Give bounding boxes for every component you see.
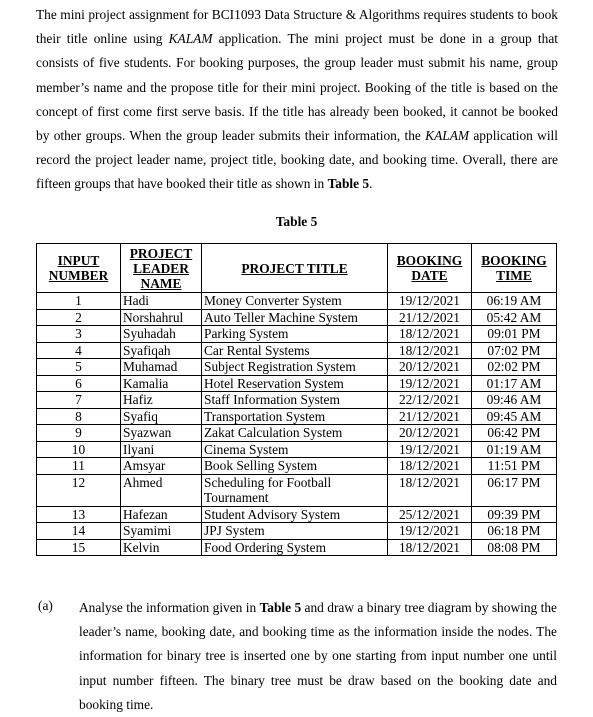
- cell-booking-time: 06:17 PM: [472, 474, 557, 506]
- cell-project-title: Scheduling for Football Tournament: [202, 474, 388, 506]
- cell-booking-date: 18/12/2021: [388, 539, 472, 556]
- cell-booking-date: 22/12/2021: [388, 392, 472, 409]
- cell-input-number: 1: [37, 293, 121, 310]
- cell-booking-time: 06:42 PM: [472, 425, 557, 442]
- cell-booking-date: 20/12/2021: [388, 359, 472, 376]
- cell-booking-time: 11:51 PM: [472, 458, 557, 475]
- question-table-reference: Table 5: [259, 600, 302, 615]
- cell-leader-name: Syafiq: [121, 408, 202, 425]
- table-row: [37, 458, 557, 475]
- table-row: [37, 392, 557, 409]
- cell-project-title: Student Advisory System: [202, 506, 388, 523]
- header-booking-time: BOOKING TIME: [472, 244, 557, 293]
- header-project-title: PROJECT TITLE: [202, 244, 388, 293]
- cell-booking-time: 06:19 AM: [472, 293, 557, 310]
- table-header-row: [37, 244, 557, 293]
- cell-project-title: Transportation System: [202, 408, 388, 425]
- cell-project-title: Parking System: [202, 326, 388, 343]
- app-name-kalam: KALAM: [425, 128, 470, 144]
- cell-booking-date: 18/12/2021: [388, 458, 472, 475]
- cell-input-number: 7: [37, 392, 121, 409]
- cell-booking-time: 02:02 PM: [472, 359, 557, 376]
- cell-project-title: Hotel Reservation System: [202, 375, 388, 392]
- cell-leader-name: Kelvin: [121, 539, 202, 556]
- intro-text-4: .: [369, 176, 373, 192]
- cell-leader-name: Ilyani: [121, 441, 202, 458]
- header-project-leader-name: PROJECT LEADER NAME: [121, 244, 202, 293]
- app-name-kalam: KALAM: [168, 31, 213, 47]
- cell-input-number: 14: [37, 523, 121, 540]
- cell-booking-time: 05:42 AM: [472, 309, 557, 326]
- cell-booking-date: 21/12/2021: [388, 408, 472, 425]
- cell-input-number: 3: [37, 326, 121, 343]
- intro-text-3: application will record the project leader name, project title, booking date, and booking time. Overall, there are fifteen groups that have booked their title as shown in: [36, 128, 558, 192]
- cell-booking-time: 01:19 AM: [472, 441, 557, 458]
- cell-booking-date: 20/12/2021: [388, 425, 472, 442]
- table-row: [37, 342, 557, 359]
- cell-leader-name: Kamalia: [121, 375, 202, 392]
- cell-booking-date: 21/12/2021: [388, 309, 472, 326]
- question-text: [79, 596, 557, 717]
- cell-project-title: Food Ordering System: [202, 539, 388, 556]
- cell-project-title: Subject Registration System: [202, 359, 388, 376]
- cell-booking-date: 19/12/2021: [388, 293, 472, 310]
- cell-booking-time: 09:01 PM: [472, 326, 557, 343]
- intro-text-2: application. The mini project must be done in a group that consists of five students. For booking purposes, the group leader must submit his name, group member’s name and the propose title for their mini project. Booking of the title is based on the concept of first come first serve basis. If the title has already been booked, it cannot be booked by other groups. When the group leader submits their information, the: [36, 31, 558, 144]
- cell-input-number: 15: [37, 539, 121, 556]
- cell-input-number: 6: [37, 375, 121, 392]
- table-body: [37, 293, 557, 556]
- cell-leader-name: Hafiz: [121, 392, 202, 409]
- table-row: [37, 359, 557, 376]
- table-reference: Table 5: [327, 176, 370, 192]
- cell-booking-date: 19/12/2021: [388, 441, 472, 458]
- cell-booking-time: 06:18 PM: [472, 523, 557, 540]
- cell-input-number: 8: [37, 408, 121, 425]
- cell-leader-name: Amsyar: [121, 458, 202, 475]
- table-row: [37, 408, 557, 425]
- table-row: [37, 506, 557, 523]
- cell-input-number: 9: [37, 425, 121, 442]
- intro-text-1: The mini project assignment for BCI1093 Data Structure & Algorithms requires students to book their title online using: [36, 7, 558, 47]
- question-text-2: and draw a binary tree diagram by showing the leader’s name, booking date, and booking time as the information inside the nodes. The information for binary tree is inserted one by one starting from input number one until input number fifteen. The binary tree must be draw based on the booking date and booking time.: [79, 600, 557, 712]
- cell-booking-time: 08:08 PM: [472, 539, 557, 556]
- cell-booking-time: 09:46 AM: [472, 392, 557, 409]
- cell-booking-time: 01:17 AM: [472, 375, 557, 392]
- header-input-number: INPUT NUMBER: [37, 244, 121, 293]
- cell-booking-time: 09:45 AM: [472, 408, 557, 425]
- question-label: (a): [38, 598, 53, 613]
- cell-input-number: 5: [37, 359, 121, 376]
- cell-booking-time: 07:02 PM: [472, 342, 557, 359]
- table-row: [37, 309, 557, 326]
- cell-project-title: JPJ System: [202, 523, 388, 540]
- table-row: [37, 539, 557, 556]
- cell-booking-date: 18/12/2021: [388, 326, 472, 343]
- cell-leader-name: Ahmed: [121, 474, 202, 506]
- cell-booking-time: 09:39 PM: [472, 506, 557, 523]
- cell-leader-name: Muhamad: [121, 359, 202, 376]
- cell-booking-date: 19/12/2021: [388, 375, 472, 392]
- cell-project-title: Staff Information System: [202, 392, 388, 409]
- table-row: [37, 474, 557, 506]
- cell-leader-name: Hafezan: [121, 506, 202, 523]
- cell-project-title: Car Rental Systems: [202, 342, 388, 359]
- table-row: [37, 523, 557, 540]
- cell-input-number: 10: [37, 441, 121, 458]
- cell-booking-date: 25/12/2021: [388, 506, 472, 523]
- question-text-1: Analyse the information given in: [79, 600, 260, 615]
- cell-input-number: 2: [37, 309, 121, 326]
- cell-booking-date: 18/12/2021: [388, 342, 472, 359]
- header-booking-date: BOOKING DATE: [388, 244, 472, 293]
- cell-project-title: Cinema System: [202, 441, 388, 458]
- cell-input-number: 4: [37, 342, 121, 359]
- cell-leader-name: Syafiqah: [121, 342, 202, 359]
- table-row: [37, 441, 557, 458]
- table-caption: Table 5: [275, 214, 318, 229]
- table-row: [37, 425, 557, 442]
- cell-booking-date: 18/12/2021: [388, 474, 472, 506]
- cell-leader-name: Hadi: [121, 293, 202, 310]
- cell-input-number: 11: [37, 458, 121, 475]
- cell-project-title: Zakat Calculation System: [202, 425, 388, 442]
- cell-project-title: Auto Teller Machine System: [202, 309, 388, 326]
- intro-paragraph: [36, 3, 558, 197]
- table-row: [37, 293, 557, 310]
- cell-input-number: 13: [37, 506, 121, 523]
- cell-leader-name: Syazwan: [121, 425, 202, 442]
- booking-table: [36, 243, 557, 556]
- table-row: [37, 326, 557, 343]
- cell-leader-name: Syuhadah: [121, 326, 202, 343]
- table-row: [37, 375, 557, 392]
- cell-booking-date: 19/12/2021: [388, 523, 472, 540]
- cell-leader-name: Norshahrul: [121, 309, 202, 326]
- cell-leader-name: Syamimi: [121, 523, 202, 540]
- cell-input-number: 12: [37, 474, 121, 506]
- cell-project-title: Money Converter System: [202, 293, 388, 310]
- cell-project-title: Book Selling System: [202, 458, 388, 475]
